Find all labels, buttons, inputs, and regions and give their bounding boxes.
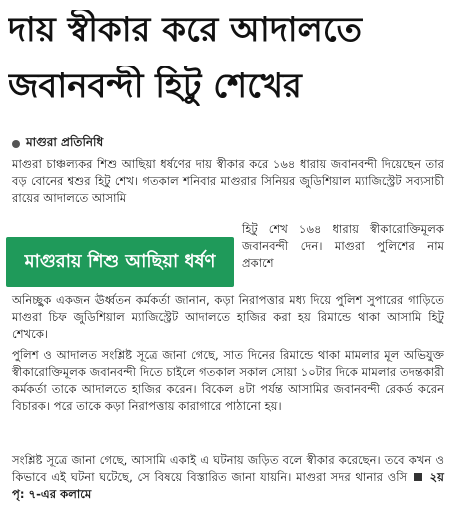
- section-banner: মাগুরায় শিশু আছিয়া ধর্ষণ: [6, 237, 234, 287]
- byline: [12, 134, 103, 154]
- headline-line-1: দায় স্বীকার করে আদালতে: [8, 10, 363, 50]
- continued-marker-icon: [414, 473, 422, 481]
- paragraph-1-continued: হিটু শেখ ১৬৪ ধারায় স্বীকারোক্তিমূলক জবানবন্দী দেন। মাগুরা পুলিশের নাম প্রকাশে: [242, 222, 444, 270]
- paragraph-3: পুলিশ ও আদালত সংশ্লিষ্ট সূত্রে জানা গেছে, সাত দিনের রিমান্ডে থাকা মামলার মূল অভিযুক্ত স্বীকারোক্তিমূলক জবানবন্দী দিতে চাইলে গতকাল সকাল সোয়া ১০টার দিকে মামলার তদন্তকারী কর্মকর্তা তাকে আদালতে হাজির করেন। বিকেল ৪টা পর্যন্ত আসামির জবানবন্দী রেকর্ড করেন বিচারক। পরে তাকে কড়া নিরাপত্তায় কারাগারে পাঠানো হয়।: [12, 348, 444, 413]
- continued-label: ২য় পৃ: ৭-এর কলামে: [12, 470, 444, 501]
- paragraph-1: মাগুরা চাঞ্চল্যকর শিশু আছিয়া ধর্ষণের দায় স্বীকার করে ১৬৪ ধারায় জবানবন্দী দিয়েছেন তার বড় বোনের শ্বশুর হিটু শেখ। গতকাল শনিবার মাগুরার সিনিয়র জুডিশিয়াল ম্যাজিস্ট্রেট সব্যসাচী রায়ের আদালতে আসামি: [12, 157, 444, 205]
- paragraph-2: অনিচ্ছুক একজন ঊর্ধ্বতন কর্মকর্তা জানান, কড়া নিরাপত্তার মধ্য দিয়ে পুলিশ সুপারের গাড়িতে মাগুরা চিফ জুডিশিয়াল ম্যাজিস্ট্রেট আদালতে হাজির করা হয় রিমান্ডে থাকা আসামি হিটু শেখকে।: [12, 293, 444, 341]
- byline-text: মাগুরা প্রতিনিধি: [26, 135, 104, 149]
- paragraph-4-text: সংশ্লিষ্ট সূত্রে জানা গেছে, আসামি একাই এ ঘটনায় জড়িত বলে স্বীকার করেছেন। তবে কখন ও কিভাবে এই ঘটনা ঘটেছে, সে বিষয়ে বিস্তারিত জানা যায়নি। মাগুরা সদর থানার ওসি: [12, 453, 444, 484]
- byline-bullet-icon: [12, 140, 20, 148]
- paragraph-4: [12, 452, 444, 503]
- headline-line-2: জবানবন্দী হিটু শেখের: [8, 66, 302, 106]
